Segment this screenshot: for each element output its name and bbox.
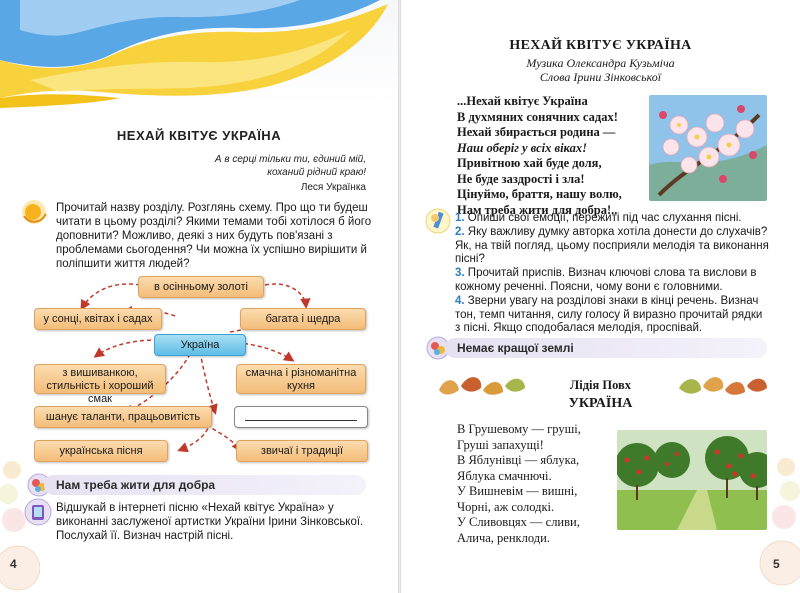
poem-line: Груші запахущі! (457, 437, 544, 452)
task-number: 1. (455, 212, 465, 224)
page-number: 4 (10, 557, 17, 571)
scheme-box: з вишиванкою, стильність і хороший смак (34, 364, 166, 394)
task-number: 3. (455, 267, 465, 280)
task-text: Опиши свої емоції, пережиті під час слухання пісні. (467, 212, 742, 224)
epigraph (215, 153, 366, 179)
task-text: Прочитай приспів. Визнач ключові слова та вислови в кожному реченні. Поясни, чому вони є головними. (455, 267, 757, 293)
task-number: 2. (455, 225, 465, 238)
orchard-photo (617, 430, 767, 530)
chapter-title: НЕХАЙ КВІТУЄ УКРАЇНА (116, 128, 282, 143)
scheme-center-box: Україна (154, 334, 246, 356)
epigraph-line: А в серці тільки ти, єдиний мій, (214, 154, 366, 165)
scheme-box: у сонці, квітах і садах (34, 308, 162, 330)
bubbles-decoration (756, 455, 800, 593)
scheme-box: звичаї і традиції (236, 440, 368, 462)
epigraph-author: Леся Українка (300, 182, 366, 193)
apple-blossom-photo (649, 95, 767, 201)
blank-line (245, 420, 357, 421)
page-number: 5 (773, 557, 780, 571)
song-line: Не буде заздрості і зла! (457, 171, 585, 186)
right-page (401, 0, 800, 593)
song-line: Наш оберіг у всіх віках! (457, 140, 587, 155)
task-number: 4. (455, 294, 465, 307)
song-lyrics (457, 94, 657, 218)
intro-text: Прочитай назву розділу. Розглянь схему. Про що ти будеш читати в цьому розділі? Якими темами тобі хотілося б його доповнити? Можливо, деякі з них будуть пов'язані з проблемами сьогодення? Чи можна їх успішно вирішити й поліпшити життя людей? (56, 202, 372, 270)
song-line: Нехай збирається родина — (457, 125, 616, 139)
poem-line: У Вишневім — вишні, (457, 484, 578, 498)
section-header: Нам треба жити для добра (44, 475, 366, 495)
song-line: Цінуймо, браття, нашу волю, (457, 187, 622, 201)
bubbles-decoration (0, 460, 40, 593)
poem-line: В Грушевому — груші, (457, 422, 581, 436)
task-item (455, 295, 769, 336)
theme-scheme-diagram (0, 272, 398, 472)
lyrics-credit: Слова Ірини Зінковської (539, 70, 662, 84)
poem-title: УКРАЇНА (568, 396, 633, 411)
left-page (0, 0, 398, 593)
poem-line: Яблука смачнючі. (457, 468, 552, 483)
task-item (455, 226, 769, 267)
epigraph-line: коханий рідний краю! (267, 167, 366, 178)
sun-icon (20, 198, 48, 226)
song-title: НЕХАЙ КВІТУЄ УКРАЇНА (509, 38, 692, 53)
task-text: Яку важливу думку авторка хотіла донести до слухачів? Як, на твій погляд, цьому посприяли мелодія та виконання пісні? (455, 225, 769, 266)
song-line: Нам треба жити для добра!.. (457, 202, 618, 217)
poem-line: Алича, ренклоди. (457, 530, 550, 545)
music-credit: Музика Олександра Кузьміча (526, 56, 675, 70)
poem-line: В Яблунівці — яблука, (457, 453, 580, 467)
scheme-box: в осінньому золоті (138, 276, 264, 298)
poem-author: Лідія Повх (569, 378, 632, 392)
poem-line: У Сливовцях — сливи, (457, 515, 580, 529)
scheme-box: смачна і різноманітна кухня (236, 364, 366, 394)
scheme-box: багата і щедра (240, 308, 366, 330)
task-text: Відшукай в інтернеті пісню «Нехай квітує Україна» у виконанні заслуженої артистки України Ірини Зінковської. Послухай її. Визнач настрій пісні. (56, 502, 364, 542)
scheme-empty-box (234, 406, 368, 428)
task-text: Зверни увагу на розділові знаки в кінці речень. Визнач тон, темп читання, силу голосу й виразно прочитай рядки з пісні. Якщо сподобалася мелодія, проспівай. (455, 294, 763, 335)
poem-line: Чорні, аж солодкі. (457, 499, 555, 514)
song-line: Привітною хай буде доля, (457, 156, 602, 170)
task-list (455, 212, 769, 336)
song-line: В духмяних сонячних садах! (457, 109, 618, 124)
poem-text (457, 422, 627, 546)
task-item (455, 212, 769, 226)
section-header: Немає кращої землі (445, 338, 767, 358)
scheme-box: українська пісня (34, 440, 168, 462)
scheme-box: шанує таланти, працьовитість (34, 406, 212, 428)
song-line: ...Нехай квітує Україна (457, 94, 588, 108)
flag-banner-image (0, 0, 398, 108)
task-item (455, 267, 769, 295)
pencil-kid-icon (425, 206, 451, 236)
